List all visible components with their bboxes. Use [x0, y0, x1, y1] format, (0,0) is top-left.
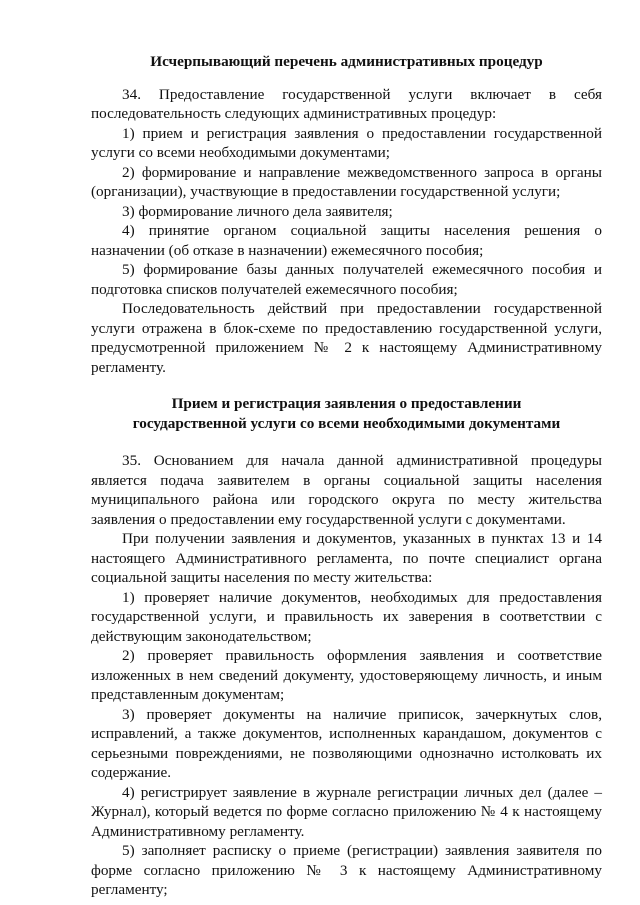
section-heading-registration-line2: государственной услуги со всеми необходимыми документами [132, 414, 561, 432]
section-heading-registration [91, 394, 602, 433]
paragraph-receipt-by-mail: При получении заявления и документов, указанных в пунктах 13 и 14 настоящего Административного регламента, по почте специалист органа социальной защиты населения по месту жительства: [91, 530, 602, 586]
paragraph-35: 35. Основанием для начала данной административной процедуры является подача заявителем в органы социальной защиты населения муниципального района или городского округа по месту жительства заявления о предоставлении ему государственной услуги с документами. [91, 452, 602, 528]
section-heading-registration-line1: Прием и регистрация заявления о предоставлении [171, 395, 522, 412]
list-item-check-4: 4) регистрирует заявление в журнале регистрации личных дел (далее – Журнал), который ведется по форме согласно приложению № 4 к настоящему Административному регламенту. [91, 783, 602, 840]
section-heading-procedures: Исчерпывающий перечень административных процедур [150, 53, 543, 70]
list-item-check-1: 1) проверяет наличие документов, необходимых для предоставления государственной услуги, и правильность их заверения в соответствии с действующим законодательством; [91, 588, 602, 645]
list-item-procedure-5: 5) формирование базы данных получателей ежемесячного пособия и подготовка списков получателей ежемесячного пособия; [91, 261, 602, 298]
paragraph-sequence-note: Последовательность действий при предоставлении государственной услуги отражена в блок-схеме по предоставлению государственной услуги, предусмотренной приложением № 2 к настоящему Административному регламенту. [91, 300, 602, 376]
list-item-procedure-3: 3) формирование личного дела заявителя; [122, 202, 393, 220]
list-item-procedure-1: 1) прием и регистрация заявления о предоставлении государственной услуги со всеми необходимыми документами; [91, 124, 602, 161]
paragraph-34: 34. Предоставление государственной услуги включает в себя последовательность следующих административных процедур: [91, 85, 602, 122]
list-item-procedure-4: 4) принятие органом социальной защиты населения решения о назначении (об отказе в назначении) ежемесячного пособия; [91, 222, 602, 259]
list-item-check-5: 5) заполняет расписку о приеме (регистрации) заявления заявителя по форме согласно приложению № 3 к настоящему Административному регламенту; [91, 842, 602, 898]
list-item-procedure-2: 2) формирование и направление межведомственного запроса в органы (организации), участвующие в предоставлении государственной услуги; [91, 163, 602, 200]
list-item-check-2: 2) проверяет правильность оформления заявления и соответствие изложенных в нем сведений документу, удостоверяющему личность, и иным представленным документам; [91, 647, 602, 703]
document-body [91, 52, 602, 900]
list-item-check-3: 3) проверяет документы на наличие приписок, зачеркнутых слов, исправлений, а также документов, исполненных карандашом, документов с серьезными повреждениями, не позволяющими однозначно истолковать их содержание. [91, 705, 602, 781]
